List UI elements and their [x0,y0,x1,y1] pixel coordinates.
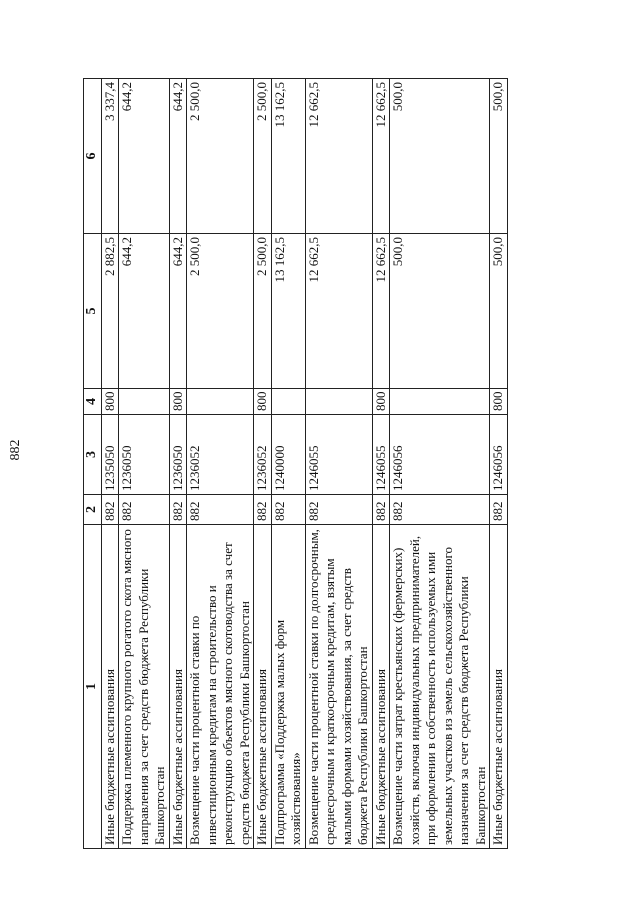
row-col-6: 12 662,5 [372,79,390,234]
row-col-2: 882 [372,495,390,525]
row-col-3: 1236050 [119,415,170,495]
row-col-4 [305,389,372,415]
row-name: Возмещение части затрат крестьянских (фермерских) хозяйств, включая индивидуальных предпринимателей, при оформлении в собственность используемых ими земельных участков из земель сельскохозяйственного назначения за счет средств бюджета Республики Башкортостан [390,525,490,849]
row-name: Поддержка племенного крупного рогатого скота мясного направления за счет средств бюджета Республики Башкортостан [119,525,170,849]
table-row [119,79,170,849]
row-col-3: 1240000 [271,415,305,495]
row-col-6: 13 162,5 [271,79,305,234]
row-col-3: 1246055 [305,415,372,495]
header-col-5: 5 [84,234,102,389]
header-col-1: 1 [84,525,102,849]
table-body [101,79,507,849]
row-col-4: 800 [490,389,508,415]
table-row [169,79,187,849]
table-row [490,79,508,849]
row-col-6: 2 500,0 [254,79,272,234]
header-col-3: 3 [84,415,102,495]
row-col-4 [119,389,170,415]
table-row [372,79,390,849]
row-col-5: 500,0 [390,234,490,389]
row-col-5: 644,2 [169,234,187,389]
table-row [187,79,254,849]
row-col-5: 12 662,5 [372,234,390,389]
row-col-2: 882 [490,495,508,525]
row-name: Возмещение части процентной ставки по долгосрочным, среднесрочным и краткосрочным кредитам, взятым малыми формами хозяйствования, за счет средств бюджета Республики Башкортостан [305,525,372,849]
row-col-5: 2 500,0 [254,234,272,389]
header-col-6: 6 [84,79,102,234]
row-col-4: 800 [372,389,390,415]
row-name: Иные бюджетные ассигнования [101,525,119,849]
row-col-3: 1236052 [187,415,254,495]
header-col-4: 4 [84,389,102,415]
row-col-5: 12 662,5 [305,234,372,389]
row-name: Иные бюджетные ассигнования [490,525,508,849]
table-row [390,79,490,849]
row-name: Иные бюджетные ассигнования [372,525,390,849]
header-col-2: 2 [84,495,102,525]
table-row [101,79,119,849]
row-col-2: 882 [187,495,254,525]
row-col-6: 644,2 [169,79,187,234]
row-col-3: 1235050 [101,415,119,495]
row-col-2: 882 [390,495,490,525]
row-col-3: 1236050 [169,415,187,495]
row-col-4: 800 [169,389,187,415]
row-col-4: 800 [101,389,119,415]
row-col-3: 1246056 [390,415,490,495]
row-col-4: 800 [254,389,272,415]
header-row [84,79,102,849]
row-col-2: 882 [254,495,272,525]
row-col-6: 500,0 [390,79,490,234]
row-col-3: 1246055 [372,415,390,495]
row-col-3: 1236052 [254,415,272,495]
table-row [254,79,272,849]
row-name: Иные бюджетные ассигнования [254,525,272,849]
table-row [271,79,305,849]
page-number: 882 [8,439,23,461]
row-col-6: 500,0 [490,79,508,234]
row-col-4 [390,389,490,415]
budget-table [83,78,508,849]
row-name: Иные бюджетные ассигнования [169,525,187,849]
row-col-4 [187,389,254,415]
row-col-2: 882 [305,495,372,525]
row-col-2: 882 [119,495,170,525]
row-col-6: 3 337,4 [101,79,119,234]
row-col-2: 882 [271,495,305,525]
table-row [305,79,372,849]
row-col-2: 882 [169,495,187,525]
row-name: Возмещение части процентной ставки по инвестиционным кредитам на строительство и реконструкцию объектов мясного скотоводства за счет средств бюджета Республики Башкортостан [187,525,254,849]
row-name: Подпрограмма «Поддержка малых форм хозяйствования» [271,525,305,849]
row-col-4 [271,389,305,415]
row-col-6: 644,2 [119,79,170,234]
row-col-5: 500,0 [490,234,508,389]
row-col-5: 2 500,0 [187,234,254,389]
row-col-6: 12 662,5 [305,79,372,234]
row-col-5: 644,2 [119,234,170,389]
row-col-5: 2 882,5 [101,234,119,389]
rotated-table-wrapper [83,79,579,849]
row-col-2: 882 [101,495,119,525]
row-col-3: 1246056 [490,415,508,495]
row-col-6: 2 500,0 [187,79,254,234]
row-col-5: 13 162,5 [271,234,305,389]
